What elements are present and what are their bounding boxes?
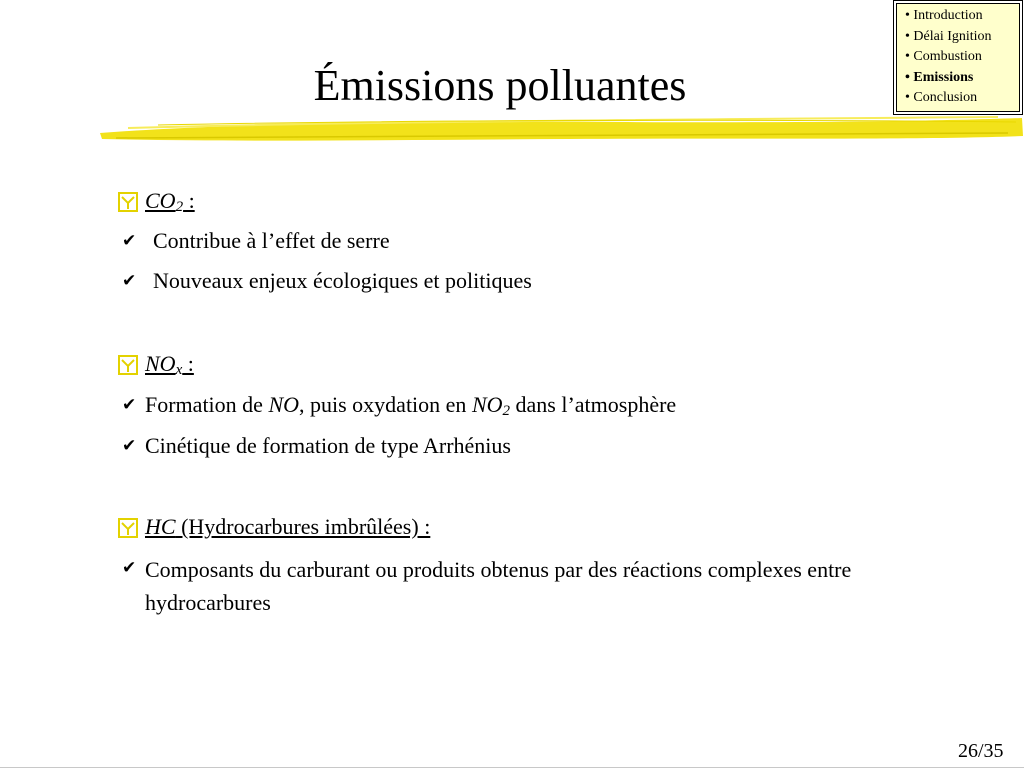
nav-item-introduction[interactable]: • Introduction <box>905 8 983 23</box>
checkmark-icon: ✔ <box>122 395 137 414</box>
nox-colon: : <box>182 351 194 376</box>
bullet-text: Formation de NO, puis oxydation en $NO_2$ dans l’atmosphère <box>145 392 677 419</box>
checkmark-icon: ✔ <box>122 436 137 455</box>
slide-title: Émissions polluantes <box>313 61 687 110</box>
bullet-text: Composants du carburant ou produits obtenus par des réactions complexes entre hydrocarbures <box>145 557 852 615</box>
checkmark-icon: ✔ <box>122 558 137 577</box>
co2-formula: CO <box>145 188 176 213</box>
box-y-icon <box>118 355 138 375</box>
bullet-text: Cinétique de formation de type Arrhénius <box>145 433 511 458</box>
checkmark-icon: ✔ <box>122 271 137 290</box>
hc-formula: HC <box>145 514 176 539</box>
nox-subscript: x <box>175 362 183 378</box>
nav-item-emissions[interactable]: • Emissions <box>905 69 974 85</box>
box-y-icon <box>118 192 138 212</box>
co2-colon: : <box>183 188 195 213</box>
nav-item-combustion[interactable]: • Combustion <box>905 49 982 64</box>
box-y-icon <box>118 518 138 538</box>
bullet-text: Contribue à l’effet de serre <box>153 228 390 253</box>
co2-subscript: 2 <box>175 199 184 215</box>
nox-formula: NO <box>145 351 176 376</box>
hc-heading-rest: (Hydrocarbures imbrûlées) : <box>175 514 431 539</box>
bullet-text: Nouveaux enjeux écologiques et politiques <box>153 268 532 293</box>
checkmark-icon: ✔ <box>122 231 137 250</box>
nav-item-delai-ignition[interactable]: • Délai Ignition <box>905 28 992 44</box>
page-number: 26/35 <box>958 740 1004 762</box>
nav-item-conclusion[interactable]: • Conclusion <box>905 90 978 105</box>
